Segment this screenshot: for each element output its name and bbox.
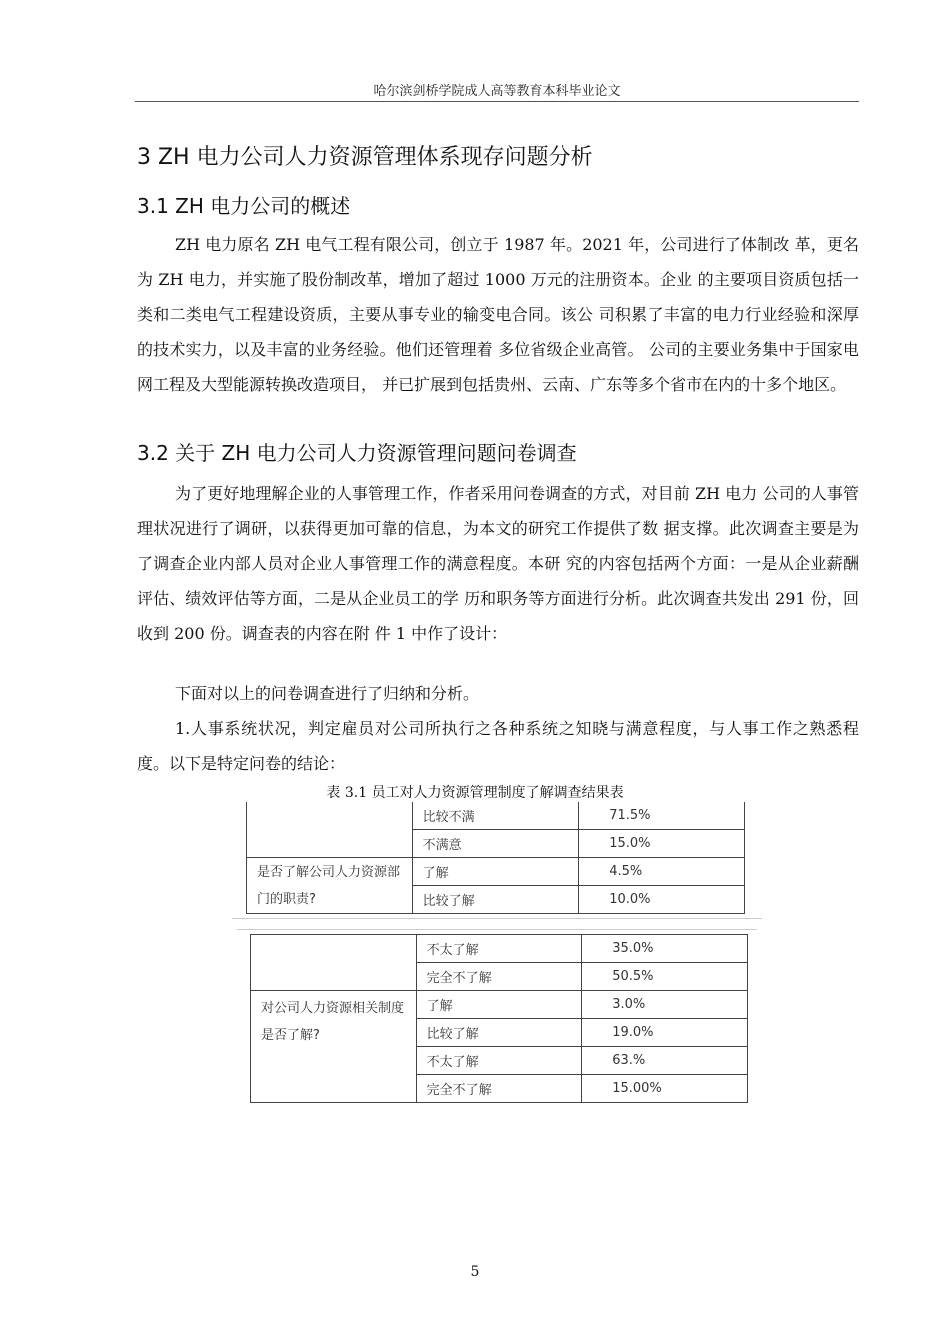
section-3-2-paragraph-1: 为了更好地理解企业的人事管理工作，作者采用问卷调查的方式，对目前 ZH 电力 公司的人事管理状况进行了调研，以获得更加可靠的信息，为本文的研究工作提供了数 据支撑。此次调查主要是为了调查企业内部人员对企业人事管理工作的满意程度。本研 究的内容包括两个方面：一是从企业薪酬评估、绩效评估等方面，二是从企业员工的学 历和职务等方面进行分析。此次调查共发出 291 份，回收到 200 份。调查表的内容在附 件 1 中作了设计： [137,484,859,643]
option-cell: 了解 [412,858,579,886]
option-cell: 了解 [416,991,582,1019]
survey-table-part-1 [246,802,745,914]
value-cell: 15.00% [582,1075,748,1103]
section-3-1-title: 3.1 ZH 电力公司的概述 [137,194,351,218]
survey-table-part-2 [250,934,748,1103]
option-cell: 不太了解 [416,935,582,963]
page-number: 5 [470,1264,480,1280]
section-3-2-paragraph-2: 下面对以上的问卷调查进行了归纳和分析。 [175,684,480,703]
section-3-2-paragraph-3: 1.人事系统状况，判定雇员对公司所执行之各种系统之知晓与满意程度，与人事工作之熟悉程度。以下是特定问卷的结论： [137,719,859,773]
option-cell: 完全不了解 [416,1075,582,1103]
option-cell: 比较了解 [412,886,579,914]
value-cell: 10.0% [579,886,745,914]
running-header: 哈尔滨剑桥学院成人高等教育本科毕业论文 [373,84,621,99]
option-cell: 不太了解 [416,1047,582,1075]
value-cell: 63.% [582,1047,748,1075]
value-cell: 71.5% [579,802,745,830]
question-cell: 是否了解公司人力资源部门的职责? [247,858,413,914]
scan-edge [237,929,757,930]
section-3-1-paragraph: ZH 电力原名 ZH 电气工程有限公司，创立于 1987 年。2021 年，公司进行了体制改 革，更名为 ZH 电力，并实施了股份制改革，增加了超过 1000 万元的注册资本。企业 的主要项目资质包括一类和二类电气工程建设资质，主要从事专业的输变电合同。该公 司积累了丰富的电力行业经验和深厚的技术实力，以及丰富的业务经验。他们还管理着 多位省级企业高管。 公司的主要业务集中于国家电网工程及大型能源转换改造项目， 并已扩展到包括贵州、云南、广东等多个省市在内的十多个地区。 [137,235,859,394]
question-cell: 对公司人力资源相关制度是否了解? [251,991,417,1103]
value-cell: 4.5% [579,858,745,886]
table-row [251,991,748,1019]
table-cell-empty [251,935,417,991]
value-cell: 3.0% [582,991,748,1019]
section-3-title: 3 ZH 电力公司人力资源管理体系现存问题分析 [137,145,593,170]
option-cell: 比较了解 [416,1019,582,1047]
value-cell: 15.0% [579,830,745,858]
table-row [247,802,745,830]
table-caption: 表 3.1 员工对人力资源管理制度了解调查结果表 [326,785,624,801]
section-3-2-title: 3.2 关于 ZH 电力公司人力资源管理问题问卷调查 [137,441,577,465]
option-cell: 不满意 [412,830,579,858]
option-cell: 完全不了解 [416,963,582,991]
table-row [247,858,745,886]
option-cell: 比较不满 [412,802,579,830]
value-cell: 19.0% [582,1019,748,1047]
value-cell: 35.0% [582,935,748,963]
scan-edge [232,918,762,919]
table-cell-empty [247,802,413,858]
table-row [251,935,748,963]
value-cell: 50.5% [582,963,748,991]
header-rule [135,101,859,102]
